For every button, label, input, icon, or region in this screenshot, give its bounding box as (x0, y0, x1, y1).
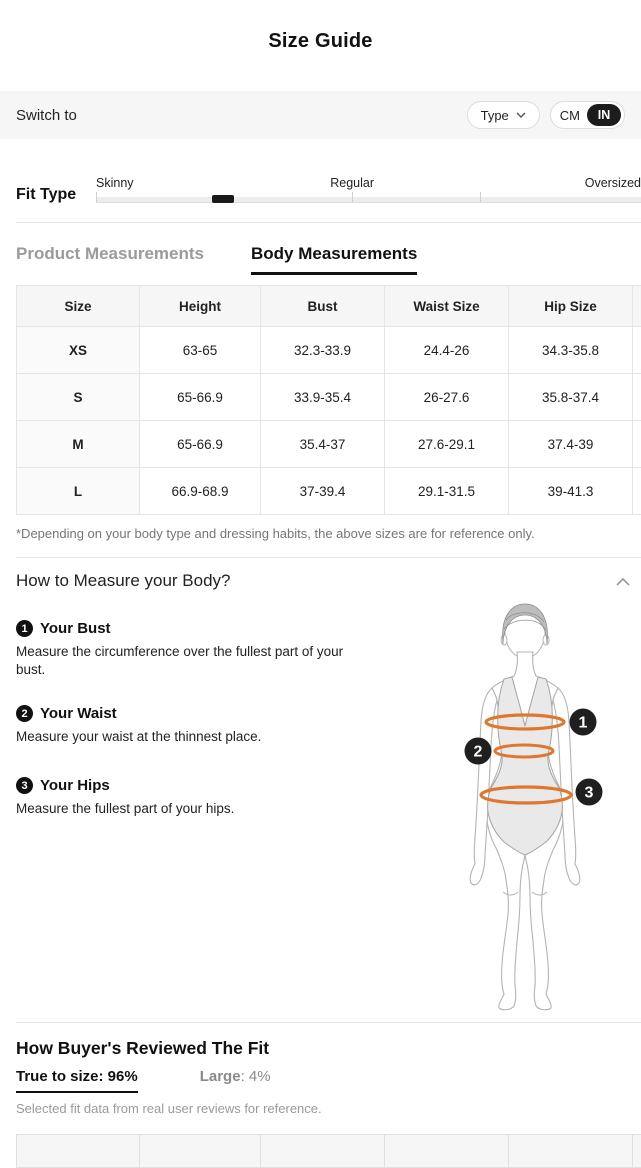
unit-cm-option[interactable]: CM (560, 108, 580, 123)
body-measurement-figure (440, 596, 640, 1016)
table-row (17, 468, 641, 515)
fit-type-label: Fit Type (16, 186, 76, 204)
table-header-row (17, 286, 641, 327)
page-title: Size Guide (0, 30, 641, 53)
type-dropdown-button[interactable] (467, 101, 540, 129)
slider-tick (352, 192, 353, 202)
slider-tick (96, 192, 97, 202)
step-1-badge: 1 (16, 620, 33, 637)
buyers-reviewed-title: How Buyer's Reviewed The Fit (16, 1038, 269, 1059)
cell-clipped (633, 374, 641, 421)
large-stat (200, 1068, 271, 1085)
chevron-down-icon (516, 112, 526, 118)
step-3-badge: 3 (16, 777, 33, 794)
table-row (17, 374, 641, 421)
cell-size: XS (17, 327, 140, 374)
fit-option-oversized: Oversized (585, 176, 641, 190)
type-dropdown-label: Type (481, 108, 509, 123)
chevron-up-icon[interactable] (616, 577, 630, 586)
clipped-cell (509, 1135, 633, 1168)
clipped-cell (17, 1135, 140, 1168)
cell-bust: 37-39.4 (261, 468, 385, 515)
svg-text:1: 1 (579, 715, 588, 732)
clipped-bottom-table (16, 1134, 641, 1168)
cell-size: L (17, 468, 140, 515)
cell-waist: 24.4-26 (385, 327, 509, 374)
cell-clipped (633, 468, 641, 515)
fit-option-skinny: Skinny (96, 176, 134, 190)
measurement-tabs (16, 244, 417, 275)
column-header-clipped (633, 286, 641, 327)
how-to-measure-header[interactable] (16, 571, 630, 591)
size-reference-note: *Depending on your body type and dressing habits, the above sizes are for reference only. (16, 526, 636, 541)
switch-to-label: Switch to (16, 107, 77, 124)
column-header-height: Height (140, 286, 261, 327)
figure-badge-1 (570, 709, 597, 736)
clipped-cell (140, 1135, 261, 1168)
figure-badge-3 (576, 779, 603, 806)
column-header-bust: Bust (261, 286, 385, 327)
cell-height: 65-66.9 (140, 421, 261, 468)
clipped-cell (385, 1135, 509, 1168)
cell-hip: 34.3-35.8 (509, 327, 633, 374)
svg-text:3: 3 (585, 785, 594, 802)
clipped-cell (261, 1135, 385, 1168)
fit-type-slider[interactable] (96, 170, 641, 206)
measure-item-bust (16, 620, 356, 679)
fit-review-stats (16, 1068, 271, 1093)
column-header-size: Size (17, 286, 140, 327)
cell-height: 66.9-68.9 (140, 468, 261, 515)
measure-item-desc: Measure the circumference over the fullest part of your bust. (16, 643, 356, 679)
cell-size: M (17, 421, 140, 468)
large-stat-label: Large (200, 1068, 241, 1085)
cell-waist: 29.1-31.5 (385, 468, 509, 515)
cell-waist: 26-27.6 (385, 374, 509, 421)
slider-tick (480, 192, 481, 202)
tab-product-measurements[interactable]: Product Measurements (16, 244, 204, 275)
cell-bust: 33.9-35.4 (261, 374, 385, 421)
fit-data-note: Selected fit data from real user reviews for reference. (16, 1101, 322, 1116)
measure-item-title: Your Waist (40, 705, 117, 722)
cell-clipped (633, 327, 641, 374)
clipped-cell (633, 1135, 641, 1168)
cell-hip: 37.4-39 (509, 421, 633, 468)
table-row (17, 421, 641, 468)
figure-badge-2 (465, 738, 492, 765)
cell-height: 65-66.9 (140, 374, 261, 421)
divider (16, 1022, 641, 1023)
step-2-badge: 2 (16, 705, 33, 722)
measure-item-title: Your Bust (40, 620, 111, 637)
table-row (17, 327, 641, 374)
divider (16, 222, 641, 223)
how-to-measure-title: How to Measure your Body? (16, 571, 231, 591)
cell-bust: 32.3-33.9 (261, 327, 385, 374)
cell-clipped (633, 421, 641, 468)
switch-to-bar (0, 91, 641, 139)
large-stat-value: : 4% (241, 1068, 271, 1085)
measure-item-hips (16, 777, 356, 818)
true-to-size-stat: True to size: 96% (16, 1068, 138, 1093)
fit-option-regular: Regular (330, 176, 374, 190)
unit-in-option-selected[interactable]: IN (587, 104, 621, 126)
cell-height: 63-65 (140, 327, 261, 374)
tab-body-measurements[interactable]: Body Measurements (251, 244, 417, 275)
unit-toggle[interactable] (550, 101, 625, 129)
svg-text:2: 2 (474, 744, 483, 761)
slider-marker-handle[interactable] (212, 195, 234, 203)
cell-bust: 35.4-37 (261, 421, 385, 468)
cell-hip: 35.8-37.4 (509, 374, 633, 421)
cell-hip: 39-41.3 (509, 468, 633, 515)
cell-size: S (17, 374, 140, 421)
table-header-row (17, 1135, 641, 1168)
body-measurements-table (16, 285, 641, 515)
switch-controls (467, 101, 625, 129)
divider (16, 557, 641, 558)
measure-item-title: Your Hips (40, 777, 110, 794)
column-header-hip: Hip Size (509, 286, 633, 327)
measure-item-desc: Measure the fullest part of your hips. (16, 800, 356, 818)
measure-item-desc: Measure your waist at the thinnest place. (16, 728, 356, 746)
column-header-waist: Waist Size (385, 286, 509, 327)
measure-item-waist (16, 705, 356, 746)
cell-waist: 27.6-29.1 (385, 421, 509, 468)
slider-track[interactable] (96, 197, 641, 203)
